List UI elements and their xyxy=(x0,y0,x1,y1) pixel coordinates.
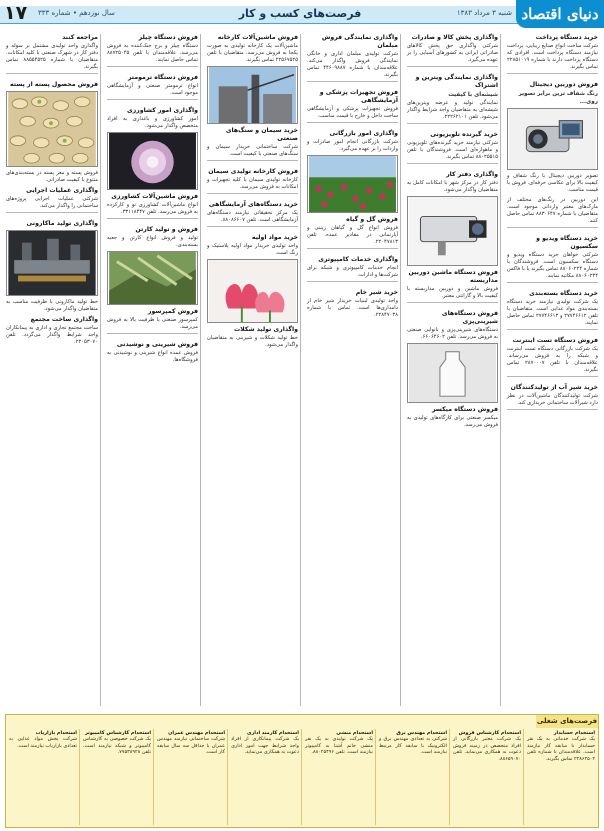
ad-title: واگذاری تولید ماکارونی xyxy=(26,220,98,227)
classified-head: استخدام مهندس برق xyxy=(396,730,447,736)
ad-item xyxy=(207,168,298,198)
ad-text: این دوربین در رنگ‌های مختلف از مارک‌های معتبر وارداتی موجود است. متقاضیان با شماره ۸۸۳۰۶۴۷ تماس حاصل کنند. xyxy=(507,197,598,224)
ad-text: انواع ماشین‌آلات کشاورزی نو و کارکرده به فروش می‌رسد. تلفن ۳۳۱۱۸۴۴۷. xyxy=(107,202,198,215)
column-6 xyxy=(3,32,101,708)
classified-head: استخدام کارشناس فروش xyxy=(458,730,521,736)
ad-text: انجام خدمات کامپیوتری و شبکه برای شرکت‌ها و ادارات. xyxy=(307,265,398,278)
classifieds-title: فرصت‌های شغلی xyxy=(536,715,598,728)
ad-text: شرکت تولیدکنندگان ماشین‌آلات در نظر دارد شیرآلات ساختمانی خریداری کند. xyxy=(507,393,598,406)
ad-item xyxy=(407,310,498,403)
classified-column xyxy=(154,729,228,827)
ad-item xyxy=(307,89,398,127)
ad-item xyxy=(407,131,498,168)
ad-item xyxy=(107,34,198,71)
ad-item xyxy=(407,406,498,429)
ad-item xyxy=(6,34,98,78)
classified-text: شرکت پخش مواد غذایی به تعدادی بازاریاب نیازمند است. xyxy=(9,736,77,749)
newspaper-logo: دنیای اقتصاد xyxy=(516,0,604,28)
classified-head: استخدام کارمند اداری xyxy=(246,730,299,736)
ad-item xyxy=(507,197,598,232)
classified-column xyxy=(228,729,302,827)
ad-title: فروش دستگاه تست اینترنت xyxy=(512,337,598,344)
ad-title: فروش محصول پسته از پسته xyxy=(9,81,98,88)
ad-text: شرکتی عملیات اجرایی پروژه‌های ساختمانی را واگذار می‌کند. xyxy=(6,196,98,209)
ad-text: کارخانه تولیدی سیمان با کلیه تجهیزات و امکانات به فروش می‌رسد. xyxy=(207,177,298,190)
ad-text: یک شرکت بازرگانی دستگاه تست اینترنت و شبکه را به فروش می‌رساند. علاقه‌مندان با تلفن ۲۸۷۰۰۰۷ تماس بگیرند. xyxy=(507,346,598,373)
classified-column xyxy=(376,729,450,827)
ad-title: واگذاری پخش کالا و صادرات xyxy=(411,34,498,41)
ad-title: فروش تجهیزات پزشکی و آزمایشگاهی xyxy=(319,89,398,104)
ad-title: فروش و تولید کارتن xyxy=(135,226,198,233)
column-4 xyxy=(204,32,301,708)
ad-item xyxy=(507,290,598,334)
ad-text: شرکت تولیدی مبلمان اداری و خانگی نمایندگی فروش واگذار می‌کند. علاقه‌مندان با شماره ۴۴۶۰۹۸۸۷ تماس بگیرند. xyxy=(307,51,399,78)
ad-item xyxy=(6,187,98,217)
ad-title: خرید مواد اولیه xyxy=(251,234,298,241)
ad-item xyxy=(307,256,398,286)
issue-info-right: شنبه ۳ مرداد ۱۳۸۳ xyxy=(456,9,512,17)
ad-title: فروش دستگاه چیلر xyxy=(138,34,198,41)
ad-title: واگذاری امور کشاورزی xyxy=(126,107,198,114)
ad-item xyxy=(107,193,198,223)
page-number: ۱۷ xyxy=(4,2,28,24)
ad-title: واگذاری دفتر کار xyxy=(446,171,498,178)
classified-text: یک شرکت تولیدی به یک نفر منشی خانم آشنا به کامپیوتر نیازمند است. تلفن ۸۸۰۲۵۴۹۶. xyxy=(305,736,373,756)
page-header xyxy=(0,0,604,30)
ad-text: یک شرکت تولیدی نیازمند خرید دستگاه بسته‌بندی مواد غذایی است. متقاضیان با تلفن ۲۷۷۴۶۶۱۲ و ۲۷۷۴۶۶۱۳ تماس حاصل نمایند. xyxy=(507,299,598,326)
classified-head: استخدام منشی xyxy=(336,730,373,736)
ad-item xyxy=(407,74,498,128)
classified-head: استخدام مهندس عمران xyxy=(168,730,225,736)
ad-title: فروش ماشین‌آلات کارخانه xyxy=(217,34,298,41)
ad-text: واگذاری واحد تولیدی مشتمل بر سوله و دفتر کار در شهرک صنعتی با کلیه امکانات. متقاضیان با شماره ۸۸۵۵۴۵۲۵ تماس بگیرند. xyxy=(6,43,98,70)
ad-item xyxy=(207,234,298,323)
ad-subtitle: رنگ شفاف ترین برابر تصویر روی... xyxy=(518,91,598,105)
factory-photo xyxy=(207,66,298,124)
classified-text: شرکت ساختمانی نیازمند مهندس عمران با حداقل سه سال سابقه کار است. xyxy=(157,736,225,756)
classified-column xyxy=(450,729,524,827)
ad-text: شرکتی واگذاری حق پخش کالاهای صادراتی ایرانی به کشورهای آسیایی را بر عهده می‌گیرد. xyxy=(407,43,498,63)
ad-item xyxy=(407,171,498,266)
column-2 xyxy=(404,32,501,708)
ad-text: شرکتی نیازمند خرید گیرنده‌های تلویزیونی و ماهواره‌ای است. فروشندگان با تلفن ۸۸۰۲۵۵۱۵ تماس بگیرند. xyxy=(407,140,498,160)
ad-item xyxy=(407,34,498,71)
ad-text: ساخت مجتمع تجاری و اداری به پیمانکاران واجد شرایط واگذار می‌گردد. تلفن ۲۲۰۵۳۰۷۰. xyxy=(6,325,98,345)
ad-text: شرکت ساختمانی خریدار سیمان و سنگ‌های صنعتی با کیفیت است. xyxy=(207,144,298,157)
ad-text: واحد تولیدی لبنیات خریدار شیر خام از دامداری‌ها است. تماس با شماره ۲۲۸۴۷۰۳۸. xyxy=(307,298,398,318)
ad-item xyxy=(207,127,298,165)
ad-title: فروش گل و گیاه xyxy=(346,216,398,223)
ad-item xyxy=(107,308,198,338)
pistachio-photo xyxy=(6,91,98,167)
ad-title: فروش کارخانه تولیدی سیمان xyxy=(208,168,298,175)
ad-item xyxy=(507,384,598,414)
ad-title: واگذاری ساخت مجتمع xyxy=(30,316,98,323)
ad-item xyxy=(307,130,398,213)
ad-text: امور کشاورزی و باغداری به افراد متخصص واگذار می‌شود. xyxy=(107,116,198,129)
flower-field-photo xyxy=(307,155,398,213)
ad-item xyxy=(6,316,98,346)
ad-title: خرید دستگاه پرداخت xyxy=(535,34,598,41)
classified-text: یک شرکت معتبر بازرگانی از افراد متخصص در زمینه فروش دعوت به همکاری می‌نماید. تلفن ۸۸۶۵۹۰۷۰. xyxy=(453,736,521,762)
factory-interior-photo xyxy=(6,230,98,296)
classified-head: استخدام حسابدار xyxy=(553,730,595,736)
ad-text: دستگاه چیلر و برج خنک‌کننده به فروش می‌رسد. علاقه‌مندان با تلفن ۸۸۷۲۵۰۴۵ تماس حاصل نمایند. xyxy=(107,43,198,63)
job-classifieds-box xyxy=(5,714,599,828)
ad-text: میکسر صنعتی برای کارگاه‌های تولیدی به فروش می‌رسد. xyxy=(407,415,498,428)
ad-text: انواع ترمومتر صنعتی و آزمایشگاهی موجود است. xyxy=(107,83,198,96)
ad-title: فروش کمپرسور xyxy=(147,308,198,315)
ad-item xyxy=(507,337,598,381)
camcorder-photo xyxy=(507,108,598,170)
ad-item xyxy=(107,74,198,104)
ad-item xyxy=(307,34,398,86)
column-1 xyxy=(504,32,601,708)
classified-text: یک شرکت خدماتی به یک نفر حسابدار با سابقه کار نیازمند است. علاقه‌مندان با شماره تلفن ۲۲۸۶۲۵۰۲ تماس بگیرند. xyxy=(527,736,595,762)
ad-text: خط تولید ماکارونی با ظرفیت مناسب به متقاضیان واگذار می‌شود. xyxy=(6,299,98,312)
ad-title: واگذاری تولید شکلات xyxy=(233,326,298,333)
ad-title: فروش دستگاه ترمومتر xyxy=(127,74,198,81)
ad-text: شرکت بازرگانی انجام امور صادرات و واردات را بر عهده می‌گیرد. xyxy=(307,139,398,152)
ad-title: فروش دستگاه ماشین دوربین مداربسته xyxy=(408,269,498,284)
ad-item xyxy=(307,216,398,253)
ad-text: فروش عمده انواع شیرینی و نوشیدنی به فروشگاه‌ها. xyxy=(107,350,198,363)
ad-text: شرکت ساخت انواع صنایع زیبایی، پرداخت نیازمند دستگاه پرداخت است. افرادی که دستگاه پرداخت دارند با شماره ۲۲۸۵۱۰۱۹ تماس بگیرند. xyxy=(507,43,598,70)
ad-title: خرید دستگاه بسته‌بندی xyxy=(529,290,598,297)
ad-text: شرکتی خواهان خرید دستگاه ویدیو و دستگاه سکسیون است. فروشندگان با شماره ۸۸۰۶۰۲۲۴ تماس بگیرند یا با فاکس ۸۸۰۶۰۲۳۴ مکاتبه نمایند. xyxy=(507,252,598,279)
classified-column xyxy=(302,729,376,827)
ad-text: دفتر کار در مرکز شهر با امکانات کامل به متقاضیان واگذار می‌شود. xyxy=(407,180,498,193)
ad-title: فروش ماشین‌آلات کشاورزی xyxy=(111,193,198,200)
classified-head: استخدام کارشناس کامپیوتر xyxy=(84,730,151,736)
classified-text: یک شرکت خصوصی به کارشناس کامپیوتر و شبکه نیازمند است. تلفن ۷۷۵۳۸۹۲۸. xyxy=(83,736,151,756)
ad-title: مراجعه کنند xyxy=(62,34,98,41)
ad-text: تصویر دوربین دیجیتال با رنگ شفاف و کیفیت بالا برای عکاسی حرفه‌ای. فروش با قیمت مناسب. xyxy=(507,173,598,193)
ad-item xyxy=(107,107,198,190)
ad-title: فروش شیرینی و نوشیدنی xyxy=(116,341,198,348)
ad-item xyxy=(407,269,498,307)
ad-title: فروش دستگاه میکسر xyxy=(431,406,498,413)
ad-text: فروش ماشین و دوربین مداربسته با کیفیت بالا و گارانتی معتبر. xyxy=(407,286,498,299)
milk-bottle-photo xyxy=(407,343,498,403)
ad-text: خط تولید شکلات و شیرینی به متقاضیان واگذار می‌شود. xyxy=(207,335,298,348)
ad-text: فروش انواع گل و گیاهان زینتی و آپارتمانی در مقادیر عمده. تلفن ۲۲۰۴۷۸۱۳. xyxy=(307,225,398,245)
ad-title: خرید گیرنده تلویزیونی xyxy=(430,131,498,138)
classified-column xyxy=(524,729,598,827)
section-title: فرصت‌های کسب و کار xyxy=(238,7,362,20)
ad-item xyxy=(207,326,298,349)
ad-text: فروش تجهیزات پزشکی و آزمایشگاهی ساخت داخل و خارج با قیمت مناسب. xyxy=(307,106,398,119)
ad-title: واگذاری امور بازرگانی xyxy=(329,130,398,137)
ad-item xyxy=(507,235,598,287)
ad-title: خرید دستگاه‌های آزمایشگاهی xyxy=(208,201,298,208)
ad-text: یک مرکز تحقیقاتی نیازمند دستگاه‌های آزمایشگاهی است. تلفن ۸۸۰۸۶۶۰۷. xyxy=(207,210,298,223)
classified-text: شرکتی به تعدادی مهندس برق و الکترونیک با سابقه کار مرتبط نیازمند است. xyxy=(379,736,447,756)
ad-title: فروش دوربین دیجیتال xyxy=(529,81,598,88)
ad-item xyxy=(507,34,598,78)
ad-item xyxy=(507,81,598,194)
ad-title: خرید شیر آب از تولیدکنندگان xyxy=(510,384,598,391)
ad-text: نمایندگی تولید و عرضه ویترین‌های شیشه‌ای به متقاضیان واجد شرایط واگذار می‌شود. تلفن ۲۲۲۶۲۱۰۱. xyxy=(407,100,498,120)
classified-text: یک شرکت پیمانکاری از افراد واجد شرایط جهت امور اداری دعوت به همکاری می‌نماید. xyxy=(231,736,299,756)
ad-text: کمپرسور صنعتی با ظرفیت بالا به فروش می‌رسد. xyxy=(107,317,198,330)
ad-title: واگذاری خدمات کامپیوتری xyxy=(318,256,398,263)
ad-item xyxy=(6,220,98,313)
ad-text: تولید و فروش انواع کارتن و جعبه بسته‌بندی. xyxy=(107,235,198,248)
ad-title: واگذاری نمایندگی ویترین و اشتراک xyxy=(415,74,498,89)
ad-title: خرید دستگاه ویدیو و سکسیون xyxy=(536,235,598,250)
ad-title: خرید سیمان و سنگ‌های صنعتی xyxy=(225,127,298,142)
cctv-camera-photo xyxy=(407,196,498,266)
ad-text: ماشین‌آلات یک کارخانه تولیدی به صورت یکجا به فروش می‌رسد. متقاضیان با تلفن ۲۲۵۶۷۵۲۵ تماس بگیرند. xyxy=(207,43,298,63)
agriculture-photo xyxy=(107,251,198,305)
classified-column xyxy=(6,729,80,827)
ad-title: خرید شیر خام xyxy=(355,289,398,296)
ad-item xyxy=(207,201,298,231)
ad-item xyxy=(107,226,198,305)
issue-info-left: سال نوزدهم • شماره ۳۳۳ xyxy=(38,9,115,17)
tulip-flowers-photo xyxy=(207,259,298,323)
ad-text: واحد تولیدی خریدار مواد اولیه پلاستیک و رنگ است. xyxy=(207,243,298,256)
ad-item xyxy=(107,341,198,364)
ad-text: فروش پسته و مغز پسته در بسته‌بندی‌های متنوع با کیفیت صادراتی. xyxy=(6,170,98,183)
ad-subtitle: شیشه‌ای با کیفیت xyxy=(448,92,498,98)
ad-text: دستگاه‌های شیرینی‌پزی و نانوایی صنعتی به فروش می‌رسد. تلفن ۶۶۰۶۴۶۰۲. xyxy=(407,327,498,340)
ad-title: فروش دستگاه‌های شیرینی‌پزی xyxy=(441,310,498,325)
onion-photo xyxy=(107,132,198,190)
column-3 xyxy=(304,32,401,708)
ad-title: واگذاری عملیات اجرایی xyxy=(26,187,98,194)
ad-item xyxy=(307,289,398,319)
classified-column xyxy=(80,729,154,827)
ad-title: واگذاری نمایندگی فروش مبلمان xyxy=(321,34,398,49)
ad-item xyxy=(207,34,298,124)
ad-item xyxy=(6,81,98,184)
column-5 xyxy=(104,32,201,708)
classified-head: استخدام بازاریاب xyxy=(35,730,77,736)
